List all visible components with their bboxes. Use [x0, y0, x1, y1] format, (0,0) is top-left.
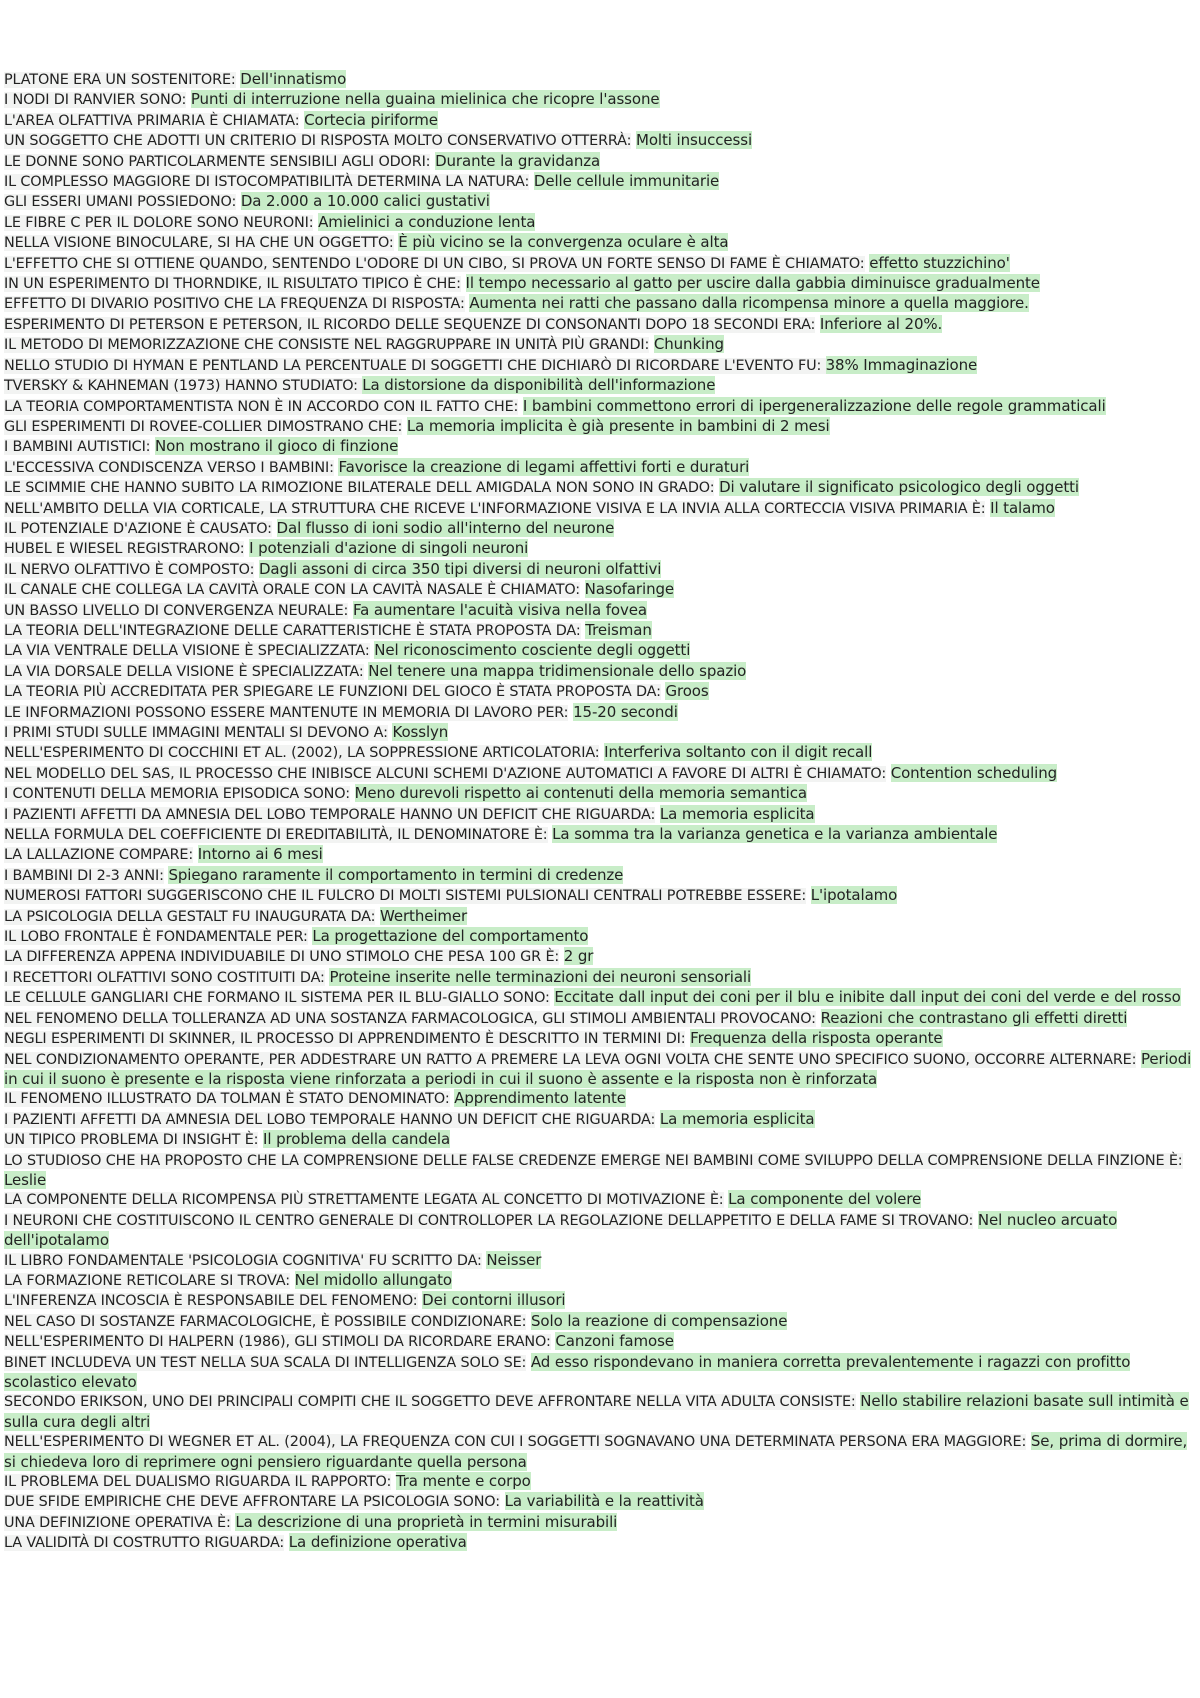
answer-highlight: Spiegano raramente il comportamento in termini di credenze — [168, 865, 624, 884]
answer-highlight: Favorisce la creazione di legami affettivi forti e duraturi — [338, 457, 750, 476]
qa-entry — [4, 152, 1196, 172]
qa-entry — [4, 1513, 1196, 1533]
answer-highlight: La definizione operativa — [288, 1533, 467, 1552]
qa-entry — [4, 947, 1196, 967]
question-text: I RECETTORI OLFATTIVI SONO COSTITUITI DA: — [4, 969, 325, 986]
answer-highlight: Il tempo necessario al gatto per uscire dalla gabbia diminuisce gradualmente — [465, 274, 1040, 293]
qa-entry — [4, 1472, 1196, 1492]
question-text: IL METODO DI MEMORIZZAZIONE CHE CONSISTE NEL RAGGRUPPARE IN UNITÀ PIÙ GRANDI: — [4, 337, 650, 354]
qa-entry — [4, 723, 1196, 743]
answer-highlight: Dal flusso di ioni sodio all'interno del neurone — [276, 518, 615, 537]
qa-entry — [4, 866, 1196, 886]
answer-highlight: Punti di interruzione nella guaina mielinica che ricopre l'assone — [190, 90, 660, 109]
question-text: I PAZIENTI AFFETTI DA AMNESIA DEL LOBO TEMPORALE HANNO UN DEFICIT CHE RIGUARDA: — [4, 1111, 656, 1128]
qa-entry — [4, 233, 1196, 253]
qa-entry — [4, 580, 1196, 600]
question-text: NELL'AMBITO DELLA VIA CORTICALE, LA STRUTTURA CHE RICEVE L'INFORMAZIONE VISIVA E LA INVIA ALLA CORTECCIA VISIVA PRIMARIA È: — [4, 500, 986, 517]
answer-highlight: Fa aumentare l'acuità visiva nella fovea — [352, 600, 647, 619]
qa-entry — [4, 111, 1196, 131]
question-text: ESPERIMENTO DI PETERSON E PETERSON, IL RICORDO DELLE SEQUENZE DI CONSONANTI DOPO 18 SECONDI ERA: — [4, 316, 816, 333]
answer-highlight: Nel nucleo arcuato dell'ipotalamo — [4, 1210, 1118, 1250]
question-text: LA VIA VENTRALE DELLA VISIONE È SPECIALIZZATA: — [4, 643, 370, 660]
question-text: LE INFORMAZIONI POSSONO ESSERE MANTENUTE IN MEMORIA DI LAVORO PER: — [4, 704, 569, 721]
answer-highlight: Meno durevoli rispetto ai contenuti della memoria semantica — [354, 784, 807, 803]
answer-highlight: La somma tra la varianza genetica e la varianza ambientale — [552, 825, 998, 844]
question-text: SECONDO ERIKSON, UNO DEI PRINCIPALI COMPITI CHE IL SOGGETTO DEVE AFFRONTARE NELLA VITA ADULTA CONSISTE: — [4, 1394, 856, 1411]
answer-highlight: Neisser — [486, 1250, 542, 1269]
question-text: L'AREA OLFATTIVA PRIMARIA È CHIAMATA: — [4, 112, 300, 129]
question-text: LA VALIDITÀ DI COSTRUTTO RIGUARDA: — [4, 1535, 285, 1552]
question-text: LE FIBRE C PER IL DOLORE SONO NEURONI: — [4, 214, 314, 231]
question-text: IL LIBRO FONDAMENTALE 'PSICOLOGIA COGNITIVA' FU SCRITTO DA: — [4, 1252, 482, 1269]
qa-entry — [4, 376, 1196, 396]
question-text: UN TIPICO PROBLEMA DI INSIGHT È: — [4, 1132, 259, 1149]
answer-highlight: Cortecia piriforme — [304, 110, 438, 129]
qa-entry — [4, 1050, 1196, 1090]
answer-highlight: Delle cellule immunitarie — [533, 172, 720, 191]
answer-highlight: Dagli assoni di circa 350 tipi diversi di neuroni olfattivi — [258, 559, 662, 578]
question-text: NEGLI ESPERIMENTI DI SKINNER, IL PROCESSO DI APPRENDIMENTO È DESCRITTO IN TERMINI DI: — [4, 1031, 686, 1048]
question-text: LA COMPONENTE DELLA RICOMPENSA PIÙ STRETTAMENTE LEGATA AL CONCETTO DI MOTIVAZIONE È: — [4, 1192, 724, 1209]
question-text: NEL CASO DI SOSTANZE FARMACOLOGICHE, È POSSIBILE CONDIZIONARE: — [4, 1313, 527, 1330]
answer-highlight: Treisman — [585, 620, 652, 639]
question-text: LA TEORIA DELL'INTEGRAZIONE DELLE CARATTERISTICHE È STATA PROPOSTA DA: — [4, 622, 581, 639]
qa-entry — [4, 764, 1196, 784]
answer-highlight: Aumenta nei ratti che passano dalla ricompensa minore a quella maggiore. — [469, 294, 1029, 313]
answer-highlight: Molti insuccessi — [636, 131, 753, 150]
qa-entry — [4, 1392, 1196, 1432]
answer-highlight: Il talamo — [990, 498, 1055, 517]
qa-entry — [4, 1271, 1196, 1291]
question-text: NELL'ESPERIMENTO DI HALPERN (1986), GLI STIMOLI DA RICORDARE ERANO: — [4, 1334, 551, 1351]
question-text: IL NERVO OLFATTIVO È COMPOSTO: — [4, 561, 255, 578]
question-text: LE CELLULE GANGLIARI CHE FORMANO IL SISTEMA PER IL BLU-GIALLO SONO: — [4, 990, 550, 1007]
answer-highlight: effetto stuzzichino' — [869, 253, 1010, 272]
answer-highlight: Nel tenere una mappa tridimensionale dello spazio — [368, 661, 747, 680]
qa-entry — [4, 90, 1196, 110]
answer-highlight: Inferiore al 20%. — [819, 314, 943, 333]
answer-highlight: Groos — [665, 682, 709, 701]
qa-entry — [4, 539, 1196, 559]
question-text: NELL'ESPERIMENTO DI WEGNER ET AL. (2004), LA FREQUENZA CON CUI I SOGGETTI SOGNAVANO UNA DETERMINATA PERSONA ERA MAGGIORE: — [4, 1434, 1027, 1451]
answer-highlight: Kosslyn — [392, 723, 449, 741]
answer-highlight: Intorno ai 6 mesi — [197, 845, 323, 864]
qa-entry — [4, 131, 1196, 151]
question-text: LA TEORIA PIÙ ACCREDITATA PER SPIEGARE LE FUNZIONI DEL GIOCO È STATA PROPOSTA DA: — [4, 684, 661, 701]
question-text: LA FORMAZIONE RETICOLARE SI TROVA: — [4, 1272, 290, 1289]
answer-highlight: La progettazione del comportamento — [312, 927, 589, 946]
question-text: LA VIA DORSALE DELLA VISIONE È SPECIALIZZATA: — [4, 663, 364, 680]
qa-entry — [4, 927, 1196, 947]
answer-highlight: Periodi in cui il suono è presente e la risposta viene rinforzata a periodi in cui il suono è assente e la risposta non è rinforzata — [4, 1049, 1192, 1088]
question-text: LO STUDIOSO CHE HA PROPOSTO CHE LA COMPRENSIONE DELLE FALSE CREDENZE EMERGE NEI BAMBINI COME SVILUPPO DELLA COMPRENSIONE DELLA FINZIONE È: — [4, 1152, 1183, 1169]
answer-highlight: Chunking — [653, 335, 724, 354]
qa-entry — [4, 682, 1196, 702]
qa-entry — [4, 784, 1196, 804]
question-text: I PAZIENTI AFFETTI DA AMNESIA DEL LOBO TEMPORALE HANNO UN DEFICIT CHE RIGUARDA: — [4, 806, 656, 823]
answer-highlight: 15-20 secondi — [573, 702, 678, 721]
answer-highlight: Interferiva soltanto con il digit recall — [604, 743, 873, 762]
qa-entry — [4, 1251, 1196, 1271]
answer-highlight: Nel riconoscimento cosciente degli oggetti — [374, 641, 691, 660]
qa-entry — [4, 825, 1196, 845]
answer-highlight: Se, prima di dormire, si chiedeva loro di reprimere ogni pensiero riguardante quella persona — [4, 1432, 1188, 1471]
answer-highlight: I potenziali d'azione di singoli neuroni — [249, 539, 529, 558]
question-text: GLI ESSERI UMANI POSSIEDONO: — [4, 194, 237, 211]
question-text: I NEURONI CHE COSTITUISCONO IL CENTRO GENERALE DI CONTROLLOPER LA REGOLAZIONE DELLAPPETITO E DELLA FAME SI TROVANO: — [4, 1212, 974, 1229]
answer-highlight: Nel midollo allungato — [294, 1270, 452, 1289]
question-text: I BAMBINI DI 2-3 ANNI: — [4, 867, 164, 884]
qa-entry — [4, 356, 1196, 376]
answer-highlight: 2 gr — [563, 947, 594, 966]
qa-entry — [4, 70, 1196, 90]
question-text: IL FENOMENO ILLUSTRATO DA TOLMAN È STATO DENOMINATO: — [4, 1091, 450, 1108]
question-text: IL CANALE CHE COLLEGA LA CAVITÀ ORALE CON LA CAVITÀ NASALE È CHIAMATO: — [4, 582, 580, 599]
question-text: L'INFERENZA INCOSCIA È RESPONSABILE DEL FENOMENO: — [4, 1293, 418, 1310]
answer-highlight: Durante la gravidanza — [435, 151, 601, 170]
question-text: EFFETTO DI DIVARIO POSITIVO CHE LA FREQUENZA DI RISPOSTA: — [4, 296, 465, 313]
qa-entry — [4, 417, 1196, 437]
qa-entry — [4, 560, 1196, 580]
qa-entry — [4, 1190, 1196, 1210]
answer-highlight: Da 2.000 a 10.000 calici gustativi — [240, 192, 490, 211]
qa-entry — [4, 743, 1196, 763]
qa-entry — [4, 1432, 1196, 1472]
answer-highlight: Proteine inserite nelle terminazioni dei neuroni sensoriali — [329, 967, 752, 986]
question-text: HUBEL E WIESEL REGISTRARONO: — [4, 541, 245, 558]
question-text: NEL CONDIZIONAMENTO OPERANTE, PER ADDESTRARE UN RATTO A PREMERE LA LEVA OGNI VOLTA CHE SENTE UNO SPECIFICO SUONO, OCCORRE ALTERNARE: — [4, 1051, 1137, 1068]
answer-highlight: La memoria esplicita — [659, 1109, 815, 1128]
qa-entry — [4, 641, 1196, 661]
answer-highlight: La variabilità e la reattività — [504, 1492, 704, 1511]
answer-highlight: Contention scheduling — [890, 763, 1058, 782]
answer-highlight: La componente del volere — [728, 1190, 922, 1209]
qa-entry — [4, 213, 1196, 233]
question-text: NELLA FORMULA DEL COEFFICIENTE DI EREDITABILITÀ, IL DENOMINATORE È: — [4, 827, 548, 844]
qa-entry — [4, 192, 1196, 212]
answer-highlight: 38% Immaginazione — [825, 355, 978, 374]
answer-highlight: È più vicino se la convergenza oculare è alta — [398, 233, 729, 252]
qa-entry — [4, 458, 1196, 478]
question-text: LA LALLAZIONE COMPARE: — [4, 847, 194, 864]
question-text: LE SCIMMIE CHE HANNO SUBITO LA RIMOZIONE BILATERALE DELL AMIGDALA NON SONO IN GRADO: — [4, 480, 715, 497]
answer-highlight: Non mostrano il gioco di finzione — [155, 437, 399, 456]
qa-entry — [4, 294, 1196, 314]
qa-entry — [4, 1312, 1196, 1332]
question-text: I NODI DI RANVIER SONO: — [4, 92, 187, 109]
question-text: NELLO STUDIO DI HYMAN E PENTLAND LA PERCENTUALE DI SOGGETTI CHE DICHIARÒ DI RICORDARE L'EVENTO FU: — [4, 357, 826, 374]
answer-highlight: Ad esso rispondevano in maniera corretta prevalentemente i ragazzi con profitto scolastico elevato — [4, 1352, 1131, 1391]
answer-highlight: Di valutare il significato psicologico degli oggetti — [719, 478, 1079, 497]
question-text: NELLA VISIONE BINOCULARE, SI HA CHE UN OGGETTO: — [4, 235, 394, 252]
question-text: NEL MODELLO DEL SAS, IL PROCESSO CHE INIBISCE ALCUNI SCHEMI D'AZIONE AUTOMATICI A FAVORE DI ALTRI È CHIAMATO: — [4, 765, 887, 782]
answer-highlight: La memoria implicita è già presente in bambini di 2 mesi — [406, 416, 830, 435]
question-text: DUE SFIDE EMPIRICHE CHE DEVE AFFRONTARE LA PSICOLOGIA SONO: — [4, 1494, 500, 1511]
question-text: I BAMBINI AUTISTICI: — [4, 439, 151, 456]
qa-entry — [4, 519, 1196, 539]
answer-highlight: Reazioni che contrastano gli effetti diretti — [820, 1008, 1128, 1027]
question-text: NUMEROSI FATTORI SUGGERISCONO CHE IL FULCRO DI MOLTI SISTEMI PULSIONALI CENTRALI POTREBBE ESSERE: — [4, 888, 807, 905]
answer-highlight: Amielinici a conduzione lenta — [318, 212, 536, 231]
qa-entry — [4, 478, 1196, 498]
answer-highlight: Canzoni famose — [555, 1332, 674, 1351]
answer-highlight: Leslie — [4, 1170, 47, 1189]
qa-entry — [4, 1492, 1196, 1512]
question-text: PLATONE ERA UN SOSTENITORE: — [4, 72, 236, 88]
question-text: IL PROBLEMA DEL DUALISMO RIGUARDA IL RAPPORTO: — [4, 1474, 392, 1491]
answer-highlight: La memoria esplicita — [659, 804, 815, 823]
qa-entry — [4, 886, 1196, 906]
qa-entry — [4, 1332, 1196, 1352]
answer-highlight: Nello stabilire relazioni basate sull intimità e sulla cura degli altri — [4, 1392, 1189, 1431]
qa-entry — [4, 1089, 1196, 1109]
qa-entry — [4, 703, 1196, 723]
question-text: LA TEORIA COMPORTAMENTISTA NON È IN ACCORDO CON IL FATTO CHE: — [4, 398, 519, 415]
qa-entry — [4, 172, 1196, 192]
qa-entry — [4, 254, 1196, 274]
answer-highlight: Frequenza della risposta operante — [690, 1029, 943, 1048]
qa-entry — [4, 1151, 1196, 1191]
qa-entry — [4, 907, 1196, 927]
answer-highlight: Tra mente e corpo — [395, 1472, 531, 1491]
question-text: LA DIFFERENZA APPENA INDIVIDUABILE DI UNO STIMOLO CHE PESA 100 GR È: — [4, 949, 560, 966]
qa-entry — [4, 1353, 1196, 1393]
answer-highlight: Dei contorni illusori — [422, 1291, 566, 1310]
qa-entry — [4, 1211, 1196, 1251]
answer-highlight: Eccitate dall input dei coni per il blu e inibite dall input dei coni del verde e del rosso — [554, 988, 1181, 1007]
question-text: IL COMPLESSO MAGGIORE DI ISTOCOMPATIBILITÀ DETERMINA LA NATURA: — [4, 174, 530, 191]
question-text: L'EFFETTO CHE SI OTTIENE QUANDO, SENTENDO L'ODORE DI UN CIBO, SI PROVA UN FORTE SENSO DI FAME È CHIAMATO: — [4, 255, 865, 272]
answer-highlight: Apprendimento latente — [454, 1089, 626, 1108]
qa-entry — [4, 621, 1196, 641]
qa-entry — [4, 1130, 1196, 1150]
qa-entry — [4, 1029, 1196, 1049]
question-text: NELL'ESPERIMENTO DI COCCHINI ET AL. (2002), LA SOPPRESSIONE ARTICOLATORIA: — [4, 745, 600, 762]
qa-entry — [4, 274, 1196, 294]
qa-entry — [4, 335, 1196, 355]
question-text: BINET INCLUDEVA UN TEST NELLA SUA SCALA DI INTELLIGENZA SOLO SE: — [4, 1354, 527, 1371]
qa-entry — [4, 499, 1196, 519]
question-text: I CONTENUTI DELLA MEMORIA EPISODICA SONO: — [4, 786, 350, 803]
document-body — [4, 70, 1196, 1554]
answer-highlight: Wertheimer — [379, 906, 468, 925]
question-text: TVERSKY & KAHNEMAN (1973) HANNO STUDIATO: — [4, 378, 363, 395]
answer-highlight: La descrizione di una proprietà in termini misurabili — [235, 1512, 618, 1531]
answer-highlight: Il problema della candela — [263, 1130, 451, 1149]
answer-highlight: Nasofaringe — [584, 580, 675, 599]
qa-entry — [4, 805, 1196, 825]
qa-entry — [4, 315, 1196, 335]
answer-highlight: Dell'innatismo — [240, 70, 347, 88]
question-text: LE DONNE SONO PARTICOLARMENTE SENSIBILI AGLI ODORI: — [4, 153, 431, 170]
qa-entry — [4, 662, 1196, 682]
question-text: IN UN ESPERIMENTO DI THORNDIKE, IL RISULTATO TIPICO È CHE: — [4, 276, 461, 293]
answer-highlight: Solo la reazione di compensazione — [531, 1311, 788, 1330]
answer-highlight: La distorsione da disponibilità dell'informazione — [362, 376, 716, 395]
qa-entry — [4, 437, 1196, 457]
question-text: UN SOGGETTO CHE ADOTTI UN CRITERIO DI RISPOSTA MOLTO CONSERVATIVO OTTERRÀ: — [4, 133, 632, 150]
qa-entry — [4, 1533, 1196, 1553]
answer-highlight: L'ipotalamo — [810, 886, 898, 905]
question-text: GLI ESPERIMENTI DI ROVEE-COLLIER DIMOSTRANO CHE: — [4, 418, 403, 435]
question-text: UN BASSO LIVELLO DI CONVERGENZA NEURALE: — [4, 602, 349, 619]
qa-entry — [4, 845, 1196, 865]
qa-entry — [4, 601, 1196, 621]
qa-entry — [4, 968, 1196, 988]
question-text: I PRIMI STUDI SULLE IMMAGINI MENTALI SI DEVONO A: — [4, 725, 388, 741]
qa-entry — [4, 1009, 1196, 1029]
qa-entry — [4, 1291, 1196, 1311]
qa-entry — [4, 397, 1196, 417]
question-text: LA PSICOLOGIA DELLA GESTALT FU INAUGURATA DA: — [4, 908, 376, 925]
question-text: IL LOBO FRONTALE È FONDAMENTALE PER: — [4, 929, 308, 946]
question-text: L'ECCESSIVA CONDISCENZA VERSO I BAMBINI: — [4, 459, 334, 476]
qa-entry — [4, 988, 1196, 1008]
answer-highlight: I bambini commettono errori di ipergeneralizzazione delle regole grammaticali — [522, 396, 1106, 415]
question-text: UNA DEFINIZIONE OPERATIVA È: — [4, 1514, 231, 1531]
question-text: IL POTENZIALE D'AZIONE È CAUSATO: — [4, 520, 272, 537]
qa-entry — [4, 1110, 1196, 1130]
question-text: NEL FENOMENO DELLA TOLLERANZA AD UNA SOSTANZA FARMACOLOGICA, GLI STIMOLI AMBIENTALI PROVOCANO: — [4, 1010, 816, 1027]
